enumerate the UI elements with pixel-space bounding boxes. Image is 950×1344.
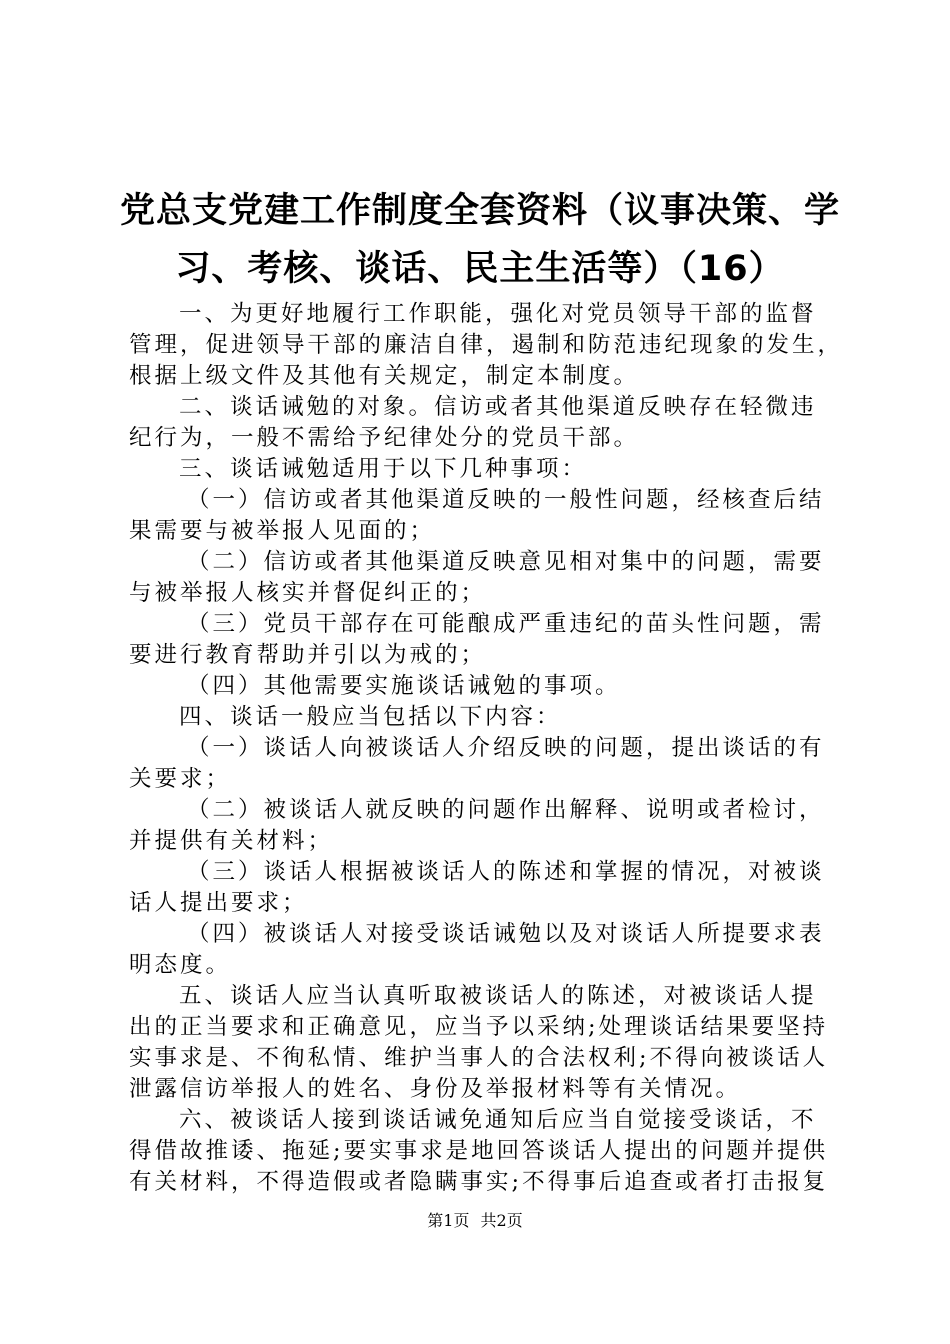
paragraph-line: 与被举报人核实并督促纠正的； (129, 580, 487, 606)
paragraph-line: 要进行教育帮助并引以为戒的； (129, 642, 487, 668)
paragraph-line: （四）其他需要实施谈话诫勉的事项。 (187, 673, 621, 699)
paragraph-line: 明态度。 (129, 952, 232, 978)
page-number: 第1页 (427, 1211, 470, 1230)
paragraph-3-item-4 (129, 671, 839, 702)
title-line-1: 党总支党建工作制度全套资料（议事决策、学 (120, 191, 841, 231)
paragraph-line: 得借故推诿、拖延;要实事求是地回答谈话人提出的问题并提供 (129, 1138, 829, 1164)
paragraph-line: 三、谈话诫勉适用于以下几种事项： (179, 456, 588, 482)
paragraph-line: （二）信访或者其他渠道反映意见相对集中的问题，需要 (187, 549, 825, 575)
page-footer (0, 1211, 950, 1231)
paragraph-line: 泄露信访举报人的姓名、身份及举报材料等有关情况。 (129, 1076, 742, 1102)
paragraph-1 (129, 299, 844, 392)
paragraph-line: 实事求是、不徇私情、维护当事人的合法权利;不得向被谈话人 (129, 1045, 829, 1071)
paragraph-line: 管理，促进领导干部的廉洁自律，遏制和防范违纪现象的发生， (129, 332, 844, 358)
paragraph-line: 出的正当要求和正确意见，应当予以采纳;处理谈话结果要坚持 (129, 1014, 829, 1040)
paragraph-line: 有关材料，不得造假或者隐瞒事实;不得事后追查或者打击报复 (129, 1169, 829, 1195)
paragraph-line: 二、谈话诫勉的对象。信访或者其他渠道反映存在轻微违 (179, 394, 817, 420)
paragraph-3-item-2 (129, 547, 839, 609)
paragraph-3 (129, 454, 839, 485)
paragraph-line: （一）信访或者其他渠道反映的一般性问题，经核查后结 (187, 487, 825, 513)
page-total: 共2页 (480, 1211, 523, 1230)
paragraph-4-item-2 (129, 795, 839, 857)
paragraph-line: 四、谈话一般应当包括以下内容： (179, 704, 562, 730)
paragraph-line: 根据上级文件及其他有关规定，制定本制度。 (129, 363, 640, 389)
paragraph-2 (129, 392, 839, 454)
paragraph-4 (129, 702, 839, 733)
paragraph-line: 一、为更好地履行工作职能，强化对党员领导干部的监督 (179, 301, 817, 327)
paragraph-line: 五、谈话人应当认真听取被谈话人的陈述，对被谈话人提 (179, 983, 817, 1009)
paragraph-4-item-4 (129, 919, 839, 981)
paragraph-line: （一）谈话人向被谈话人介绍反映的问题，提出谈话的有 (187, 735, 825, 761)
document-body (129, 299, 844, 1198)
paragraph-line: 关要求； (129, 766, 232, 792)
paragraph-line: （三）谈话人根据被谈话人的陈述和掌握的情况，对被谈 (187, 859, 825, 885)
title-line-2: 习、考核、谈话、民主生活等）（16） (175, 249, 785, 289)
paragraph-line: 话人提出要求； (129, 890, 308, 916)
paragraph-line: 纪行为，一般不需给予纪律处分的党员干部。 (129, 425, 640, 451)
paragraph-line: 果需要与被举报人见面的； (129, 518, 436, 544)
paragraph-4-item-1 (129, 733, 839, 795)
paragraph-line: （四）被谈话人对接受谈话诫勉以及对谈话人所提要求表 (187, 921, 825, 947)
document-title (120, 182, 840, 298)
paragraph-6 (129, 1105, 839, 1198)
paragraph-4-item-3 (129, 857, 839, 919)
paragraph-5 (129, 981, 839, 1105)
paragraph-line: （三）党员干部存在可能酿成严重违纪的苗头性问题，需 (187, 611, 825, 637)
paragraph-3-item-1 (129, 485, 839, 547)
paragraph-3-item-3 (129, 609, 839, 671)
paragraph-line: （二）被谈话人就反映的问题作出解释、说明或者检讨， (187, 797, 825, 823)
paragraph-line: 六、被谈话人接到谈话诫免通知后应当自觉接受谈话，不 (179, 1107, 817, 1133)
paragraph-line: 并提供有关材料； (129, 828, 334, 854)
